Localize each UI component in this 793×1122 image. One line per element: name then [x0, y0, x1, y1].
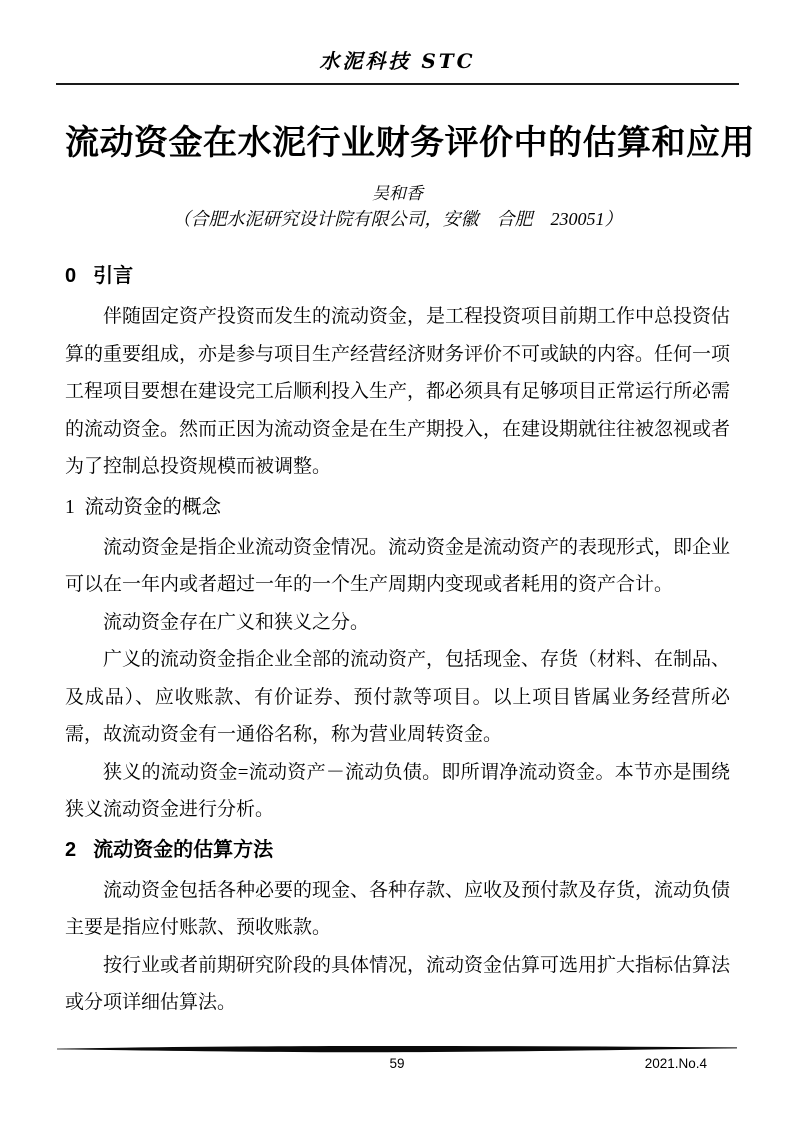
section-0-number: 0: [65, 265, 77, 287]
journal-name: 水泥科技 STC: [319, 49, 476, 73]
section-2-body: [65, 872, 730, 1022]
section-2-number: 2: [65, 838, 77, 861]
paragraph: 广义的流动资金指企业全部的流动资产，包括现金、存货（材料、在制品、及成品）、应收账款、有价证券、预付款等项目。以上项目皆属业务经营所必需，故流动资金有一通俗名称，称为营业周转资金。: [65, 649, 731, 745]
footer-rule: [57, 1044, 737, 1055]
paragraph: 伴随固定资产投资而发生的流动资金，是工程投资项目前期工作中总投资估算的重要组成，亦是参与项目生产经营经济财务评价不可或缺的内容。任何一项工程项目要想在建设完工后顺利投入生产，都必须具有足够项目正常运行所必需的流动资金。然而正因为流动资金是在生产期投入，在建设期就往往被忽视或者为了控制总投资规模而被调整。: [65, 306, 731, 477]
section-0-heading: [65, 258, 730, 295]
page-number: 59: [389, 1056, 405, 1071]
section-1-body: [65, 529, 730, 829]
section-0-body: [65, 298, 730, 486]
author-affiliation: （合肥水泥研究设计院有限公司，安徽 合肥 230051）: [172, 209, 623, 229]
section-1-number: 1: [65, 496, 75, 518]
section-1-title: 流动资金的概念: [84, 496, 222, 518]
author-name: 吴和香: [372, 184, 423, 203]
section-2-title: 流动资金的估算方法: [93, 838, 274, 861]
section-2-heading: [65, 832, 730, 869]
header-rule: [56, 83, 739, 85]
article-title: 流动资金在水泥行业财务评价中的估算和应用: [65, 124, 755, 162]
paragraph: 按行业或者前期研究阶段的具体情况，流动资金估算可选用扩大指标估算法或分项详细估算法。: [65, 954, 731, 1013]
paragraph: 流动资金是指企业流动资金情况。流动资金是流动资产的表现形式，即企业可以在一年内或者超过一年的一个生产周期内变现或者耗用的资产合计。: [65, 536, 731, 595]
section-1-heading: [65, 489, 730, 526]
paragraph: 流动资金包括各种必要的现金、各种存款、应收及预付款及存货，流动负债主要是指应付账款、预收账款。: [65, 879, 731, 938]
section-0-title: 引言: [93, 265, 134, 287]
paragraph: 流动资金存在广义和狭义之分。: [103, 611, 370, 633]
issue-number: 2021.No.4: [644, 1056, 707, 1071]
footer-row: [57, 1055, 737, 1075]
paragraph: 狭义的流动资金=流动资产－流动负债。即所谓净流动资金。本节亦是围绕狭义流动资金进行分析。: [65, 761, 730, 820]
page-footer: [57, 1044, 737, 1075]
